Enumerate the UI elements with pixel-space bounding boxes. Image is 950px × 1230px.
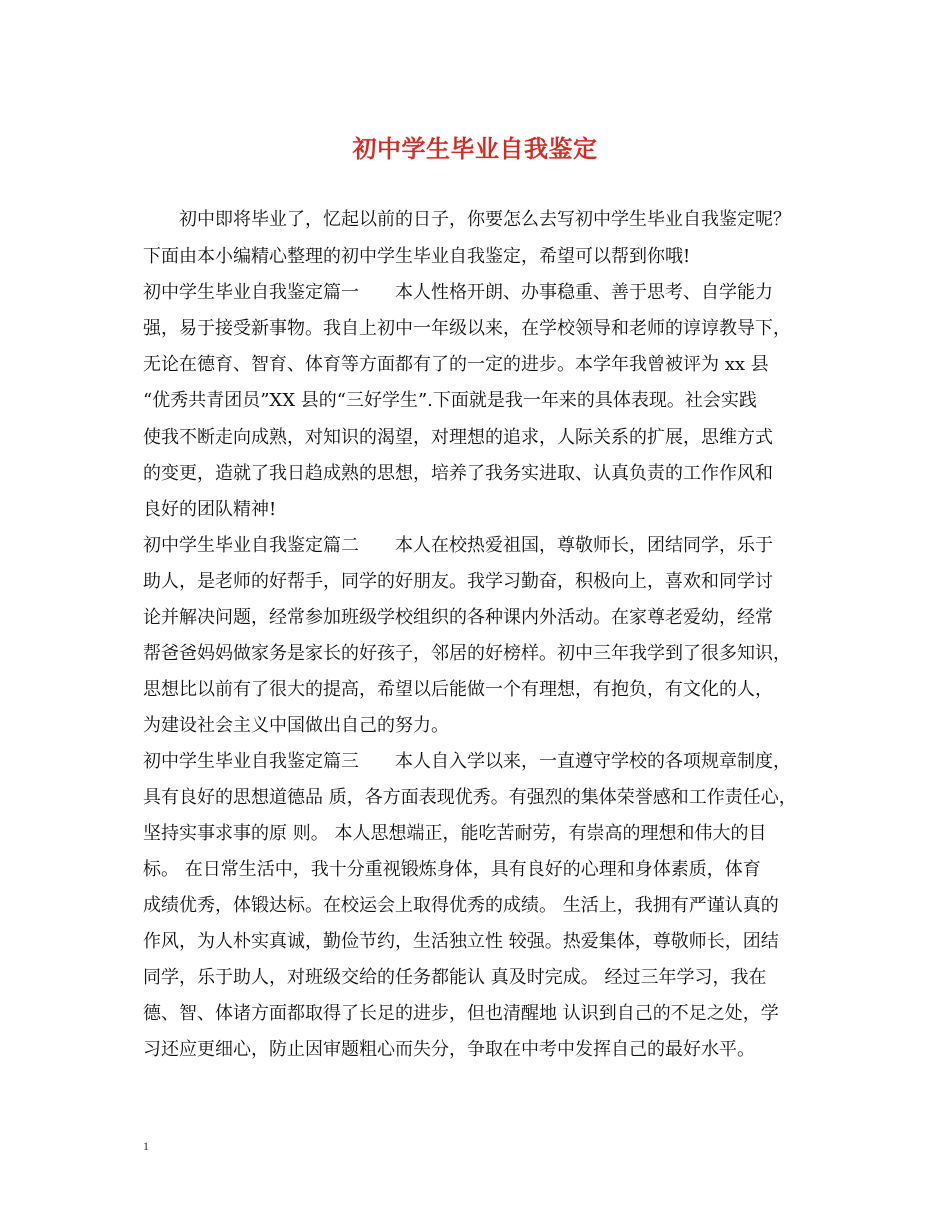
text-line: 下面由本小编精心整理的初中学生毕业自我鉴定，希望可以帮到你哦! <box>143 246 691 267</box>
text-line: 作风，为人朴实真诚，勤俭节约，生活独立性 较强。热爱集体，尊敬师长，团结 <box>143 931 779 952</box>
text-line: 论并解决问题，经常参加班级学校组织的各种课内外活动。在家尊老爱幼，经常 <box>143 607 773 628</box>
text-line: 德、智、体诸方面都取得了长足的进步，但也清醒地 认识到自己的不足之处，学 <box>143 1003 779 1024</box>
text-line: 坚持实事求事的原 则。 本人思想端正，能吃苦耐劳，有崇高的理想和伟大的目 <box>143 823 767 844</box>
text-line: 初中学生毕业自我鉴定篇一 本人性格开朗、办事稳重、善于思考、自学能力 <box>143 282 773 303</box>
text-line: 强，易于接受新事物。我自上初中一年级以来，在学校领导和老师的谆谆教导下， <box>143 318 791 339</box>
text-line: 使我不断走向成熟，对知识的渴望，对理想的追求，人际关系的扩展，思维方式 <box>143 427 773 448</box>
text-line: 初中学生毕业自我鉴定篇三 本人自入学以来，一直遵守学校的各项规章制度， <box>143 751 791 772</box>
text-line: 成绩优秀，体锻达标。在校运会上取得优秀的成绩。 生活上，我拥有严谨认真的 <box>143 895 779 916</box>
page-number: 1 <box>143 1139 149 1153</box>
text-line: “优秀共青团员”XX 县的“三好学生”.下面就是我一年来的具体表现。社会实践 <box>143 390 757 411</box>
text-line: 无论在德育、智育、体育等方面都有了的一定的进步。本学年我曾被评为 xx 县 <box>143 354 769 375</box>
text-line: 同学，乐于助人，对班级交给的任务都能认 真及时完成。 经过三年学习，我在 <box>143 967 767 988</box>
text-line: 为建设社会主义中国做出自己的努力。 <box>143 715 449 736</box>
text-line: 助人，是老师的好帮手，同学的好朋友。我学习勤奋，积极向上，喜欢和同学讨 <box>143 571 773 592</box>
text-line: 初中即将毕业了，忆起以前的日子，你要怎么去写初中学生毕业自我鉴定呢？ <box>143 209 791 230</box>
text-line: 习还应更细心，防止因审题粗心而失分，争取在中考中发挥自己的最好水平。 <box>143 1039 755 1060</box>
text-line: 帮爸爸妈妈做家务是家长的好孩子，邻居的好榜样。初中三年我学到了很多知识， <box>143 643 791 664</box>
text-line: 标。 在日常生活中，我十分重视锻炼身体，具有良好的心理和身体素质，体育 <box>143 859 761 880</box>
text-line: 初中学生毕业自我鉴定篇二 本人在校热爱祖国，尊敬师长，团结同学，乐于 <box>143 535 773 556</box>
text-line: 的变更，造就了我日趋成熟的思想，培养了我务实进取、认真负责的工作作风和 <box>143 463 773 484</box>
document-title: 初中学生毕业自我鉴定 <box>352 134 598 163</box>
text-line: 具有良好的思想道德品 质，各方面表现优秀。有强烈的集体荣誉感和工作责任心， <box>143 787 797 808</box>
text-line: 良好的团队精神! <box>143 499 277 520</box>
text-line: 思想比以前有了很大的提高，希望以后能做一个有理想，有抱负，有文化的人， <box>143 679 773 700</box>
